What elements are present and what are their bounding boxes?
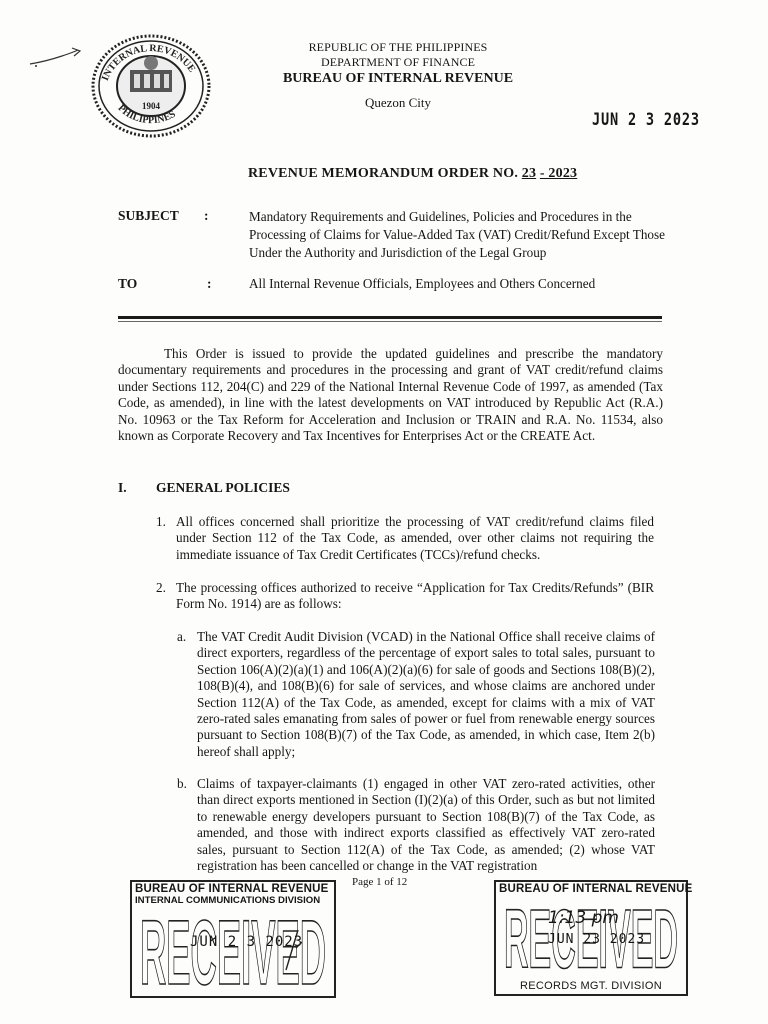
- letterhead: [230, 40, 566, 112]
- subject-label: SUBJECT: [118, 208, 179, 223]
- subject-text: Mandatory Requirements and Guidelines, Policies and Procedures in the Processing of Claims for Value-Added Tax (VAT) Credit/Refund Except Those Under the Authority and Jurisdiction of the Legal Group: [249, 209, 665, 260]
- sub-list-marker: a.: [177, 629, 187, 644]
- bir-seal-icon: [86, 30, 216, 140]
- republic-line: REPUBLIC OF THE PHILIPPINES: [308, 40, 488, 54]
- list-item-text: The processing offices authorized to receive “Application for Tax Credits/Refunds” (BIR Form No. 1914) are as follows:: [176, 580, 654, 612]
- city-line: Quezon City: [364, 95, 432, 110]
- stamp-time: 1:13 pm: [548, 908, 619, 928]
- order-number: 23: [521, 166, 537, 181]
- section-title: GENERAL POLICIES: [156, 480, 290, 495]
- divider-thick: [118, 316, 662, 319]
- sub-list-item-text: The VAT Credit Audit Division (VCAD) in the National Office shall receive claims of direct exporters, regardless of the percentage of export sales to total sales, pursuant to Section 106(A)(2)(a)(1) and 106(A)(2)(a)(6) for sale of goods and Sections 108(B)(2), 108(B)(4), and 108(B)(6) for sale of services, and whose claims are anchored under Section 112(A) of the Tax Code, as amended, except for claims with a mix of VAT zero-rated sales emanating from sales of power or fuel from renewable energy sources pursuant to Section 108(B)(7) of the Tax Code, as amended, in which case, Item 2(b) hereof shall apply;: [197, 629, 655, 759]
- sub-list-item: [177, 776, 655, 874]
- to-text: All Internal Revenue Officials, Employees and Others Concerned: [249, 276, 596, 291]
- date-stamp: JUN 2 3 2023: [592, 110, 700, 130]
- page-number: Page 1 of 12: [352, 876, 408, 888]
- sub-list-marker: b.: [177, 776, 187, 791]
- sub-list-item: [177, 629, 655, 760]
- sub-list-item-text: Claims of taxpayer-claimants (1) engaged in other VAT zero-rated activities, other than direct exports mentioned in Section (I)(2)(a) of this Order, such as but not limited to renewable energy developers pursuant to Section 108(B)(7) of the Tax Code, as amended, and those with indirect exports classified as effectively VAT zero-rated sales, pursuant to Section 112(A) of the Tax Code, as amended; (2) whose VAT registration has been cancelled or change in the VAT registration: [197, 776, 655, 874]
- stamp-division: RECORDS MGT. DIVISION: [520, 980, 662, 992]
- document-title: [248, 166, 577, 182]
- department-line: DEPARTMENT OF FINANCE: [320, 55, 476, 69]
- title-prefix: REVENUE MEMORANDUM ORDER NO.: [248, 166, 519, 181]
- list-marker: 1.: [156, 514, 166, 529]
- subject-colon: :: [204, 208, 209, 223]
- stamp-bureau-line: BUREAU OF INTERNAL REVENUE: [499, 883, 693, 895]
- signature-mark-icon: [282, 920, 306, 974]
- received-stamp-records: [494, 880, 693, 996]
- bureau-line: BUREAU OF INTERNAL REVENUE: [282, 71, 514, 86]
- stamp-received-word: RECEIVED: [140, 908, 326, 988]
- received-stamp-communications: [130, 880, 336, 998]
- stamp-division-line: INTERNAL COMMUNICATIONS DIVISION: [135, 895, 321, 906]
- stamp-bureau-line: BUREAU OF INTERNAL REVENUE: [135, 883, 329, 895]
- seal-text-top: INTERNAL REVENUE: [99, 43, 198, 83]
- section-number: I.: [118, 480, 127, 495]
- list-item-text: All offices concerned shall prioritize the processing of VAT credit/refund claims filed under Section 112 of the Tax Code, as amended, over other claims not requiring the immediate issuance of Tax Credit Certificates (TCCs)/refund checks.: [176, 514, 654, 562]
- intro-paragraph: This Order is issued to provide the updated guidelines and prescribe the mandatory documentary requirements and procedures in the processing and grant of VAT credit/refund claims under Sections 112, 204(C) and 229 of the National Internal Revenue Code of 1997, as amended (Tax Code, as amended), in line with the latest developments on VAT introduced by Republic Act (R.A.) No. 10963 or the Tax Reform for Acceleration and Inclusion or TRAIN and R.A. No. 11534, also known as Corporate Recovery and Tax Incentives for Enterprises Act or the CREATE Act.: [118, 346, 663, 444]
- stamp-date: JUN 23 2023: [548, 932, 646, 947]
- list-marker: 2.: [156, 580, 166, 595]
- divider-thin: [118, 321, 662, 322]
- pen-mark-icon: [28, 44, 92, 74]
- seal-year: 1904: [142, 101, 160, 111]
- order-year: - 2023: [539, 166, 578, 181]
- to-label: TO: [118, 276, 138, 291]
- stamp-received-word: RECEIVED: [503, 902, 679, 972]
- stamp-date: JUN 2 3 2023: [190, 934, 304, 950]
- seal-text-bottom: PHILIPPINES: [115, 102, 178, 127]
- list-item: [156, 514, 654, 563]
- to-colon: :: [207, 276, 212, 291]
- list-item: [156, 580, 654, 613]
- section-heading: [118, 480, 290, 496]
